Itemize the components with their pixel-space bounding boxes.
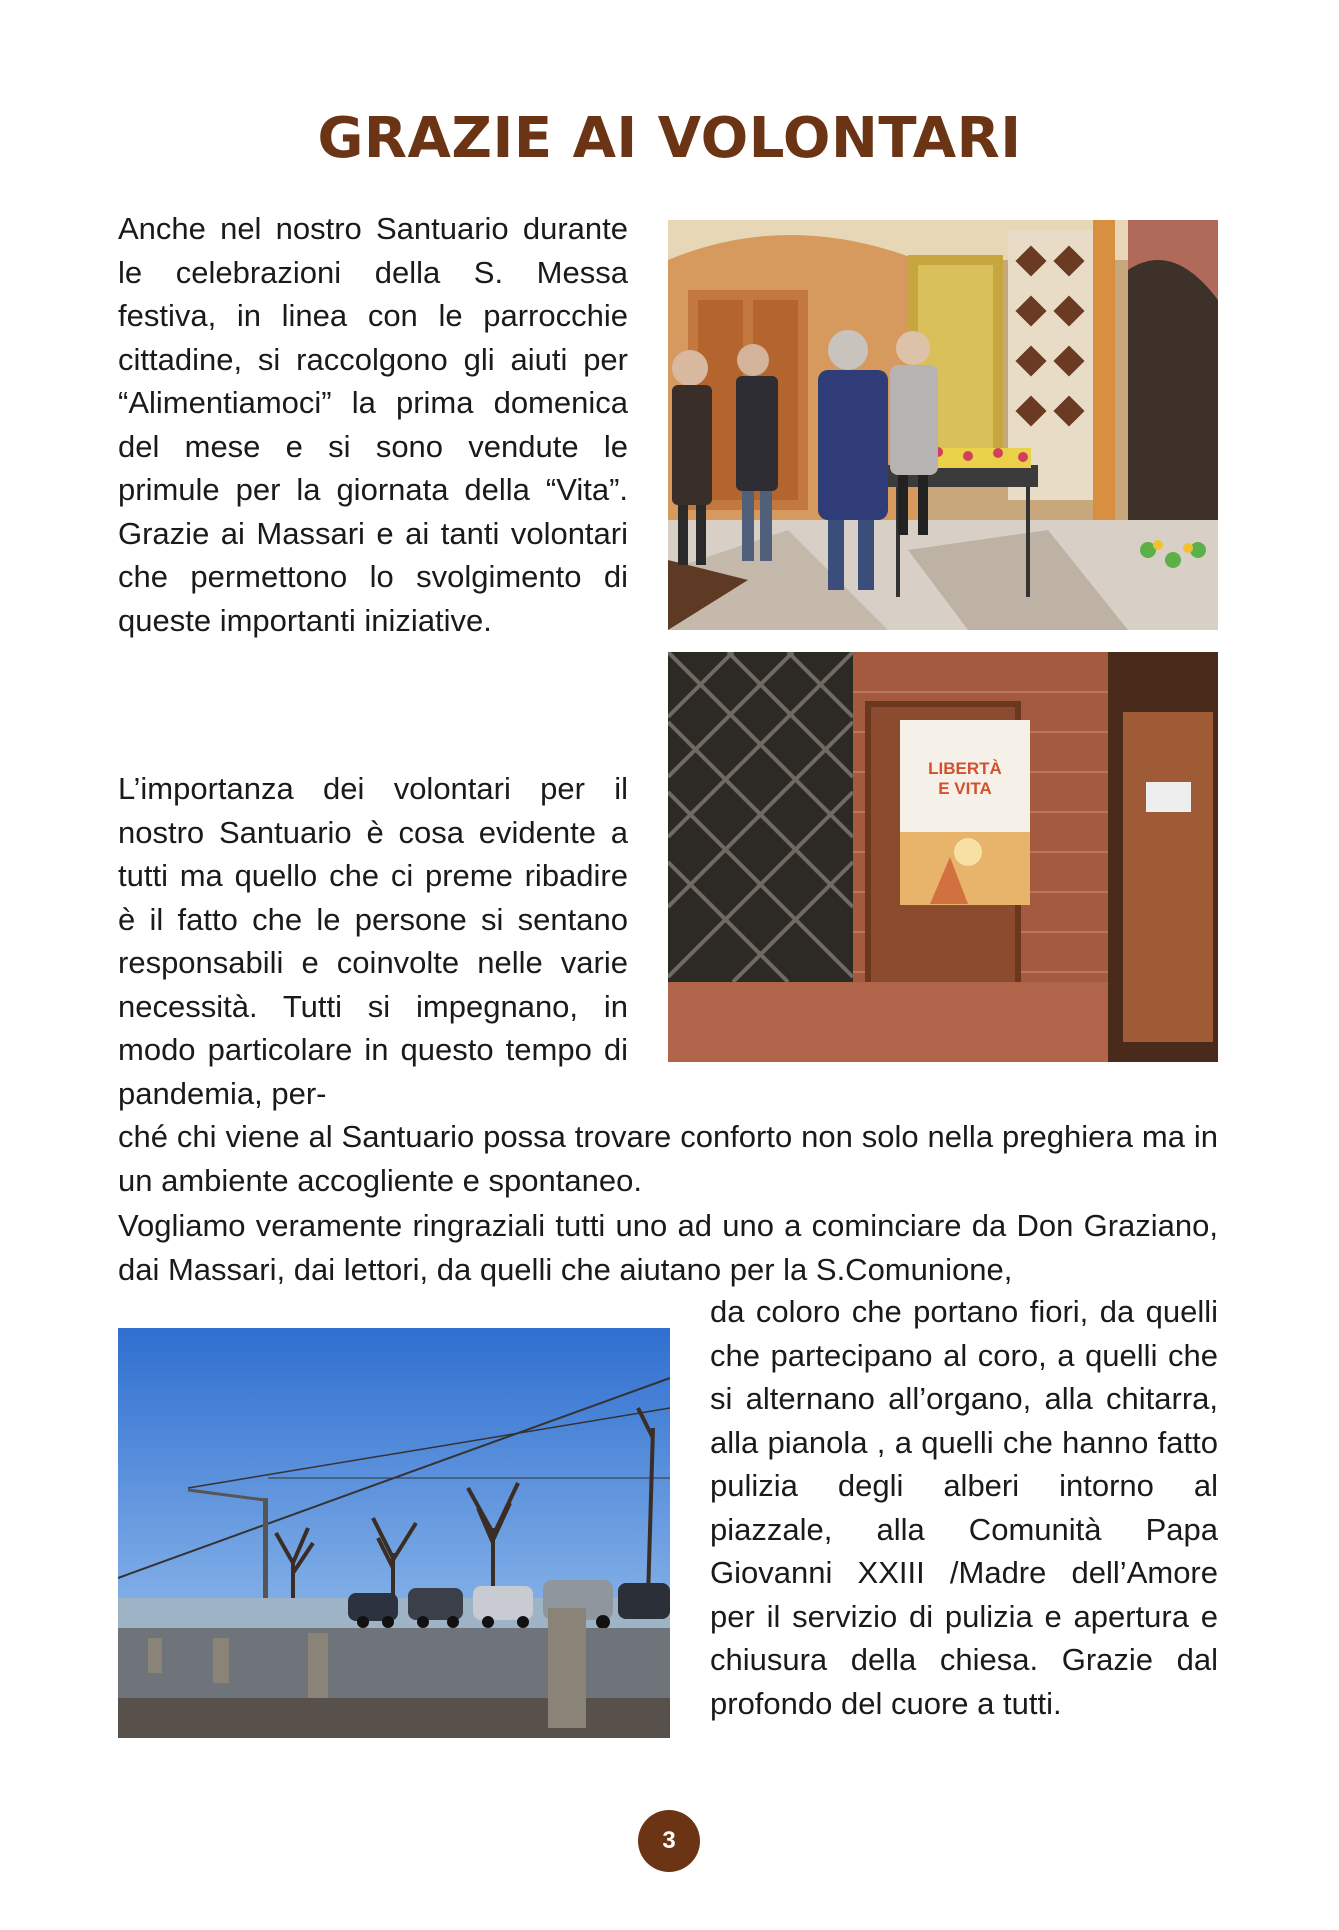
paragraph-importance-continued: ché chi viene al Santuario possa trovare conforto non solo nella preghiera ma in un ambiente accogliente e spontaneo.	[118, 1119, 1218, 1198]
poster-title-line-2: E VITA	[938, 779, 992, 798]
paragraph-intro: Anche nel nostro Santuario durante le celebrazioni della S. Messa festiva, in linea con le parrocchie cittadine, si raccolgono gli aiuti per “Alimentiamoci” la prima domenica del mese e si sono vendute le primule per la giornata della “Vita”. Grazie ai Massari e ai tanti volontari che permettono lo svolgimento di queste importanti iniziative.	[118, 211, 628, 638]
paragraph-thanks: Vogliamo veramente ringraziali tutti uno ad uno a cominciare da Don Graziano, dai Massari, dai lettori, da quelli che aiutano per la S.Comunione,	[118, 1208, 1218, 1287]
photo-piazzale-trees	[118, 1328, 670, 1738]
photo-poster-wall	[668, 652, 1218, 1062]
page-number-badge: 3	[638, 1810, 700, 1872]
page-title: GRAZIE AI VOLONTARI	[317, 106, 1022, 171]
photo-volunteers-interior	[668, 220, 1218, 630]
paragraph-importance: L’importanza dei volontari per il nostro Santuario è cosa evidente a tutti ma quello che ci preme ribadire è il fatto che le persone si sentano responsabili e coinvolte nelle varie necessità. Tutti si impegnano, in modo particolare in questo tempo di pandemia, per-	[118, 771, 628, 1111]
paragraph-thanks-continued: da coloro che portano fiori, da quelli che partecipano al coro, a quelli che si alternano all’organo, alla chitarra, alla pianola , a quelli che hanno fatto pulizia degli alberi intorno al piazzale, alla Comunità Papa Giovanni XXIII /Madre dell’Amore per il servizio di pulizia e apertura e chiusura della chiesa. Grazie dal profondo del cuore a tutti.	[710, 1294, 1218, 1721]
poster-title-line-1: LIBERTÀ	[928, 759, 1002, 778]
